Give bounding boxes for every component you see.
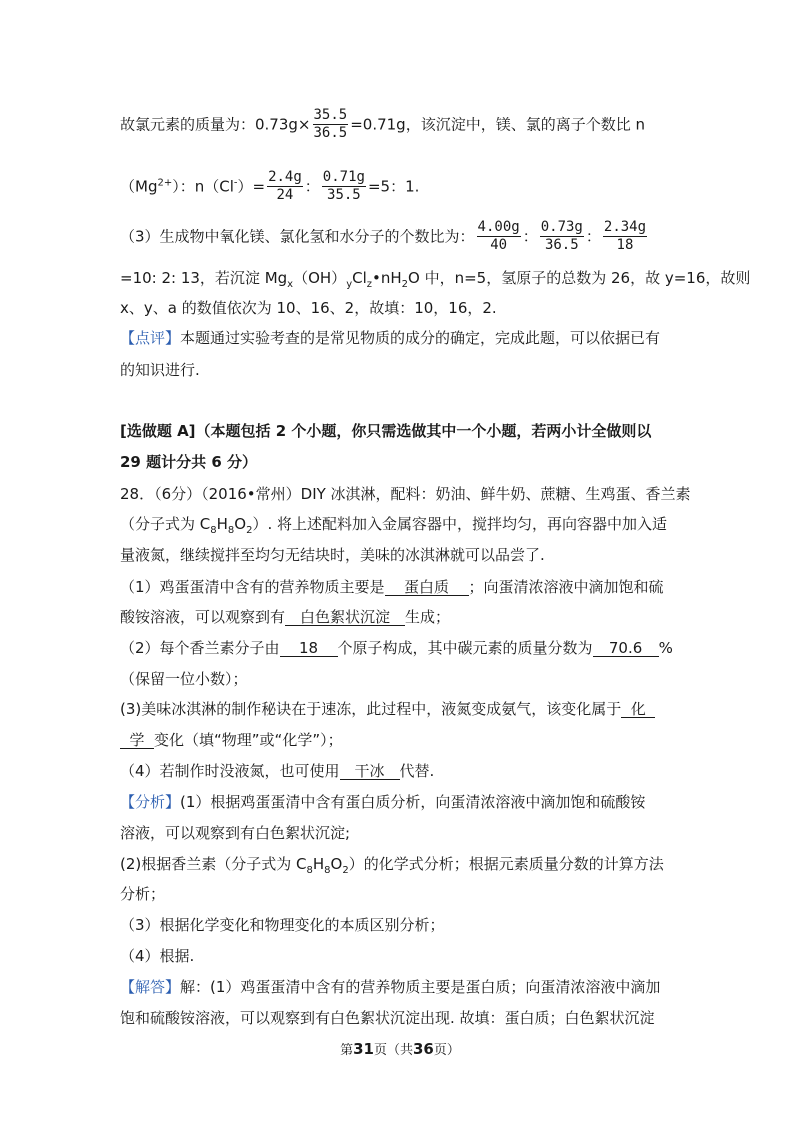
analysis-line: （4）根据. bbox=[120, 947, 195, 965]
subscript: 2 bbox=[246, 525, 253, 536]
text: ）：n（Cl bbox=[172, 177, 234, 196]
text: (1）根据鸡蛋蛋清中含有蛋白质分析，向蛋清浓溶液中滴加饱和硫酸铵 bbox=[180, 793, 646, 811]
text: ）的化学式分析；根据元素质量分数的计算方法 bbox=[348, 855, 664, 873]
solution-line bbox=[120, 980, 660, 995]
subscript: 8 bbox=[306, 865, 313, 876]
text: 个原子构成，其中碳元素的质量分数为 bbox=[337, 639, 593, 657]
subscript: x bbox=[287, 279, 294, 290]
text: 变化（填“物理”或“化学”）； bbox=[154, 731, 343, 749]
answer-blank: 干冰 bbox=[340, 764, 400, 780]
superscript: 2+ bbox=[157, 177, 173, 189]
subscript: 8 bbox=[324, 865, 331, 876]
text: (2)根据香兰素（分子式为 C bbox=[120, 855, 307, 873]
text: =10: 2: 13，若沉淀 Mg bbox=[120, 269, 288, 287]
question-part-3 bbox=[120, 702, 655, 718]
text: ）= bbox=[237, 177, 266, 196]
text: 页（共 bbox=[373, 1043, 413, 1058]
fraction: $\frac{2.4g}{24}$ bbox=[268, 169, 302, 204]
question-part-2 bbox=[120, 641, 673, 657]
subscript: 8 bbox=[227, 525, 235, 536]
text: ）. 将上述配料加入金属容器中，搅拌均匀，再向容器中加入适 bbox=[252, 515, 668, 533]
total-pages: 36 bbox=[413, 1040, 434, 1058]
text: （3）生成物中氧化镁、氯化氢和水分子的个数比为： bbox=[120, 227, 475, 246]
solution-line-chlorine-mass bbox=[120, 108, 645, 142]
section-heading-2: 29 题计分共 6 分） bbox=[120, 453, 257, 471]
text: H bbox=[216, 515, 228, 533]
text: 解：(1）鸡蛋蛋清中含有的营养物质主要是蛋白质；向蛋清浓溶液中滴加 bbox=[180, 978, 661, 996]
solution-line-molecule-ratio bbox=[120, 220, 649, 254]
page-footer bbox=[0, 1039, 800, 1058]
fraction: $\frac{2.34g}{18}$ bbox=[603, 219, 647, 254]
text: % bbox=[658, 639, 673, 657]
fraction: $\frac{0.73g}{36.5}$ bbox=[540, 219, 583, 254]
question-part-1 bbox=[120, 580, 664, 596]
comment-line-2: 的知识进行. bbox=[120, 361, 200, 379]
subscript: y bbox=[346, 279, 353, 290]
fraction: $\frac{0.71g}{35.5}$ bbox=[322, 169, 365, 204]
page-number: 31 bbox=[353, 1040, 374, 1058]
text: H bbox=[312, 855, 325, 873]
section-heading: [选做题 A]（本题包括 2 个小题，你只需选做其中一个小题，若两小计全做则以 bbox=[120, 422, 652, 440]
text: =5：1. bbox=[367, 177, 420, 196]
superscript: - bbox=[233, 177, 238, 189]
text: 第 bbox=[340, 1043, 354, 1058]
question-line: 28．（6分）（2016•常州）DIY 冰淇淋，配料：奶油、鲜牛奶、蔗糖、生鸡蛋、香兰素 bbox=[120, 485, 691, 503]
solution-line-formula bbox=[120, 271, 750, 290]
solution-line: 饱和硫酸铵溶液，可以观察到有白色絮状沉淀出现. 故填：蛋白质；白色絮状沉淀 bbox=[120, 1009, 655, 1027]
answer-blank: 70.6 bbox=[593, 641, 659, 657]
answer-blank: 化 bbox=[621, 702, 655, 718]
comment-line bbox=[120, 331, 660, 346]
answer-blank: 18 bbox=[280, 641, 338, 657]
question-part-2b: （保留一位小数）； bbox=[120, 670, 248, 688]
analysis-line: 溶液，可以观察到有白色絮状沉淀; bbox=[120, 824, 351, 842]
text: O 中，n=5，氢原子的总数为 26，故 y=16，故则 bbox=[408, 269, 751, 287]
text: O bbox=[330, 855, 343, 873]
subscript: z bbox=[366, 279, 373, 290]
analysis-line bbox=[120, 857, 664, 876]
fraction: $\frac{4.00g}{40}$ bbox=[477, 219, 520, 254]
analysis-tag: 【分析】 bbox=[120, 793, 181, 811]
analysis-line: （3）根据化学变化和物理变化的本质区别分析； bbox=[120, 916, 445, 934]
analysis-line bbox=[120, 795, 645, 810]
text: ： bbox=[522, 227, 538, 246]
text: 本题通过实验考查的是常见物质的成分的确定，完成此题，可以依据已有 bbox=[180, 329, 661, 347]
text: 生成； bbox=[405, 608, 451, 626]
text: 代替. bbox=[399, 762, 435, 780]
question-part-1b bbox=[120, 610, 450, 626]
text: =0.71g，该沉淀中，镁、氯的离子个数比 n bbox=[350, 115, 645, 134]
text: 故氯元素的质量为：0.73g× bbox=[120, 115, 311, 134]
question-line: 量液氮，继续搅拌至均匀无结块时，美味的冰淇淋就可以品尝了. bbox=[120, 546, 545, 564]
subscript: 2 bbox=[401, 279, 409, 290]
text: （1）鸡蛋蛋清中含有的营养物质主要是 bbox=[120, 578, 385, 596]
text: 页） bbox=[433, 1043, 460, 1058]
text: （2）每个香兰素分子由 bbox=[120, 639, 280, 657]
analysis-line: 分析； bbox=[120, 885, 166, 903]
text: （分子式为 C bbox=[120, 515, 211, 533]
text: ；向蛋清浓溶液中滴加饱和硫 bbox=[468, 578, 664, 596]
text: 酸铵溶液，可以观察到有 bbox=[120, 608, 286, 626]
fraction: $\frac{35.5}{36.5}$ bbox=[313, 107, 348, 142]
text: ： bbox=[585, 227, 601, 246]
question-part-4 bbox=[120, 764, 434, 780]
answer-blank: 学 bbox=[120, 733, 154, 749]
solution-tag: 【解答】 bbox=[120, 978, 181, 996]
text: •nH bbox=[372, 269, 402, 287]
subscript: 8 bbox=[210, 525, 217, 536]
text: （4）若制作时没液氮，也可使用 bbox=[120, 762, 340, 780]
question-line bbox=[120, 517, 667, 536]
answer-blank: 蛋白质 bbox=[385, 580, 469, 596]
text: (3)美味冰淇淋的制作秘诀在于速冻，此过程中，液氮变成氨气，该变化属于 bbox=[120, 700, 622, 718]
text: （OH） bbox=[293, 269, 347, 287]
text: O bbox=[234, 515, 247, 533]
text: （Mg bbox=[120, 177, 158, 196]
solution-line-answer: x、y、a 的数值依次为 10、16、2，故填：10，16，2. bbox=[120, 299, 497, 317]
comment-tag: 【点评】 bbox=[120, 329, 181, 347]
text: Cl bbox=[352, 269, 367, 287]
text: ： bbox=[304, 177, 320, 196]
answer-blank: 白色絮状沉淀 bbox=[285, 610, 405, 626]
question-part-3b bbox=[120, 733, 343, 749]
subscript: 2 bbox=[342, 865, 349, 876]
solution-line-ion-ratio bbox=[120, 170, 419, 204]
